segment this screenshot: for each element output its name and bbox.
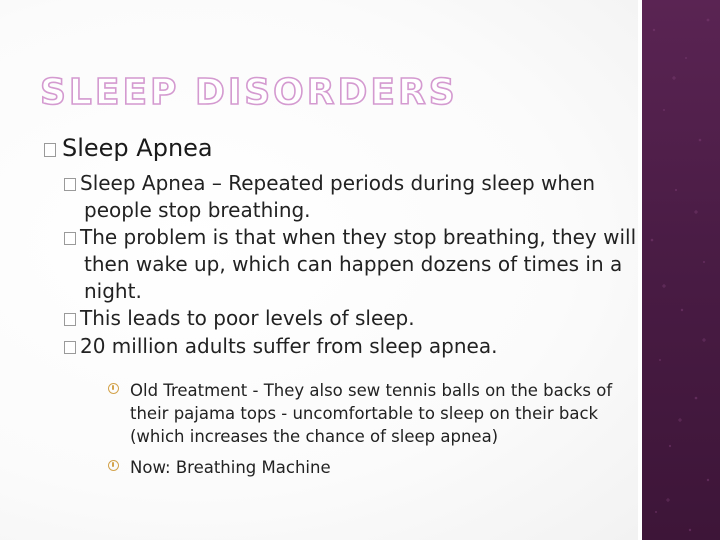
- bullet-level2-text: This leads to poor levels of sleep.: [80, 306, 415, 330]
- bullet-level2-item: [64, 170, 639, 224]
- bullet-level2-item: [64, 224, 639, 305]
- bullet-level2-item: [64, 305, 639, 332]
- square-bullet-icon: [64, 178, 76, 191]
- bullet-level1: [44, 134, 213, 162]
- bullet-level2-item: [64, 333, 639, 360]
- square-bullet-icon: [44, 143, 56, 157]
- bullet-level3-item: [104, 379, 650, 448]
- bullet-level1-text: Sleep Apnea: [62, 134, 213, 162]
- square-bullet-icon: [64, 341, 76, 354]
- bullet-level2-text: Sleep Apnea – Repeated periods during sleep when people stop breathing.: [80, 171, 596, 222]
- decorative-side-panel: [642, 0, 720, 540]
- circle-bullet-icon: [108, 383, 119, 394]
- bullet-level3-text: Now: Breathing Machine: [130, 458, 331, 477]
- bullet-level3-text: Old Treatment - They also sew tennis balls on the backs of their pajama tops - uncomfortable to sleep on their back (which increases the chance of sleep apnea): [130, 381, 613, 446]
- circle-bullet-icon: [108, 460, 119, 471]
- square-bullet-icon: [64, 313, 76, 326]
- bullet-level2-text: 20 million adults suffer from sleep apnea.: [80, 334, 498, 358]
- square-bullet-icon: [64, 232, 76, 245]
- bullet-level2-text: The problem is that when they stop breathing, they will then wake up, which can happen dozens of times in a night.: [80, 225, 637, 303]
- sparkle-pattern-icon: [642, 0, 720, 540]
- slide-title: SLEEP DISORDERS: [40, 72, 458, 113]
- bullet-level3-item: [104, 456, 650, 479]
